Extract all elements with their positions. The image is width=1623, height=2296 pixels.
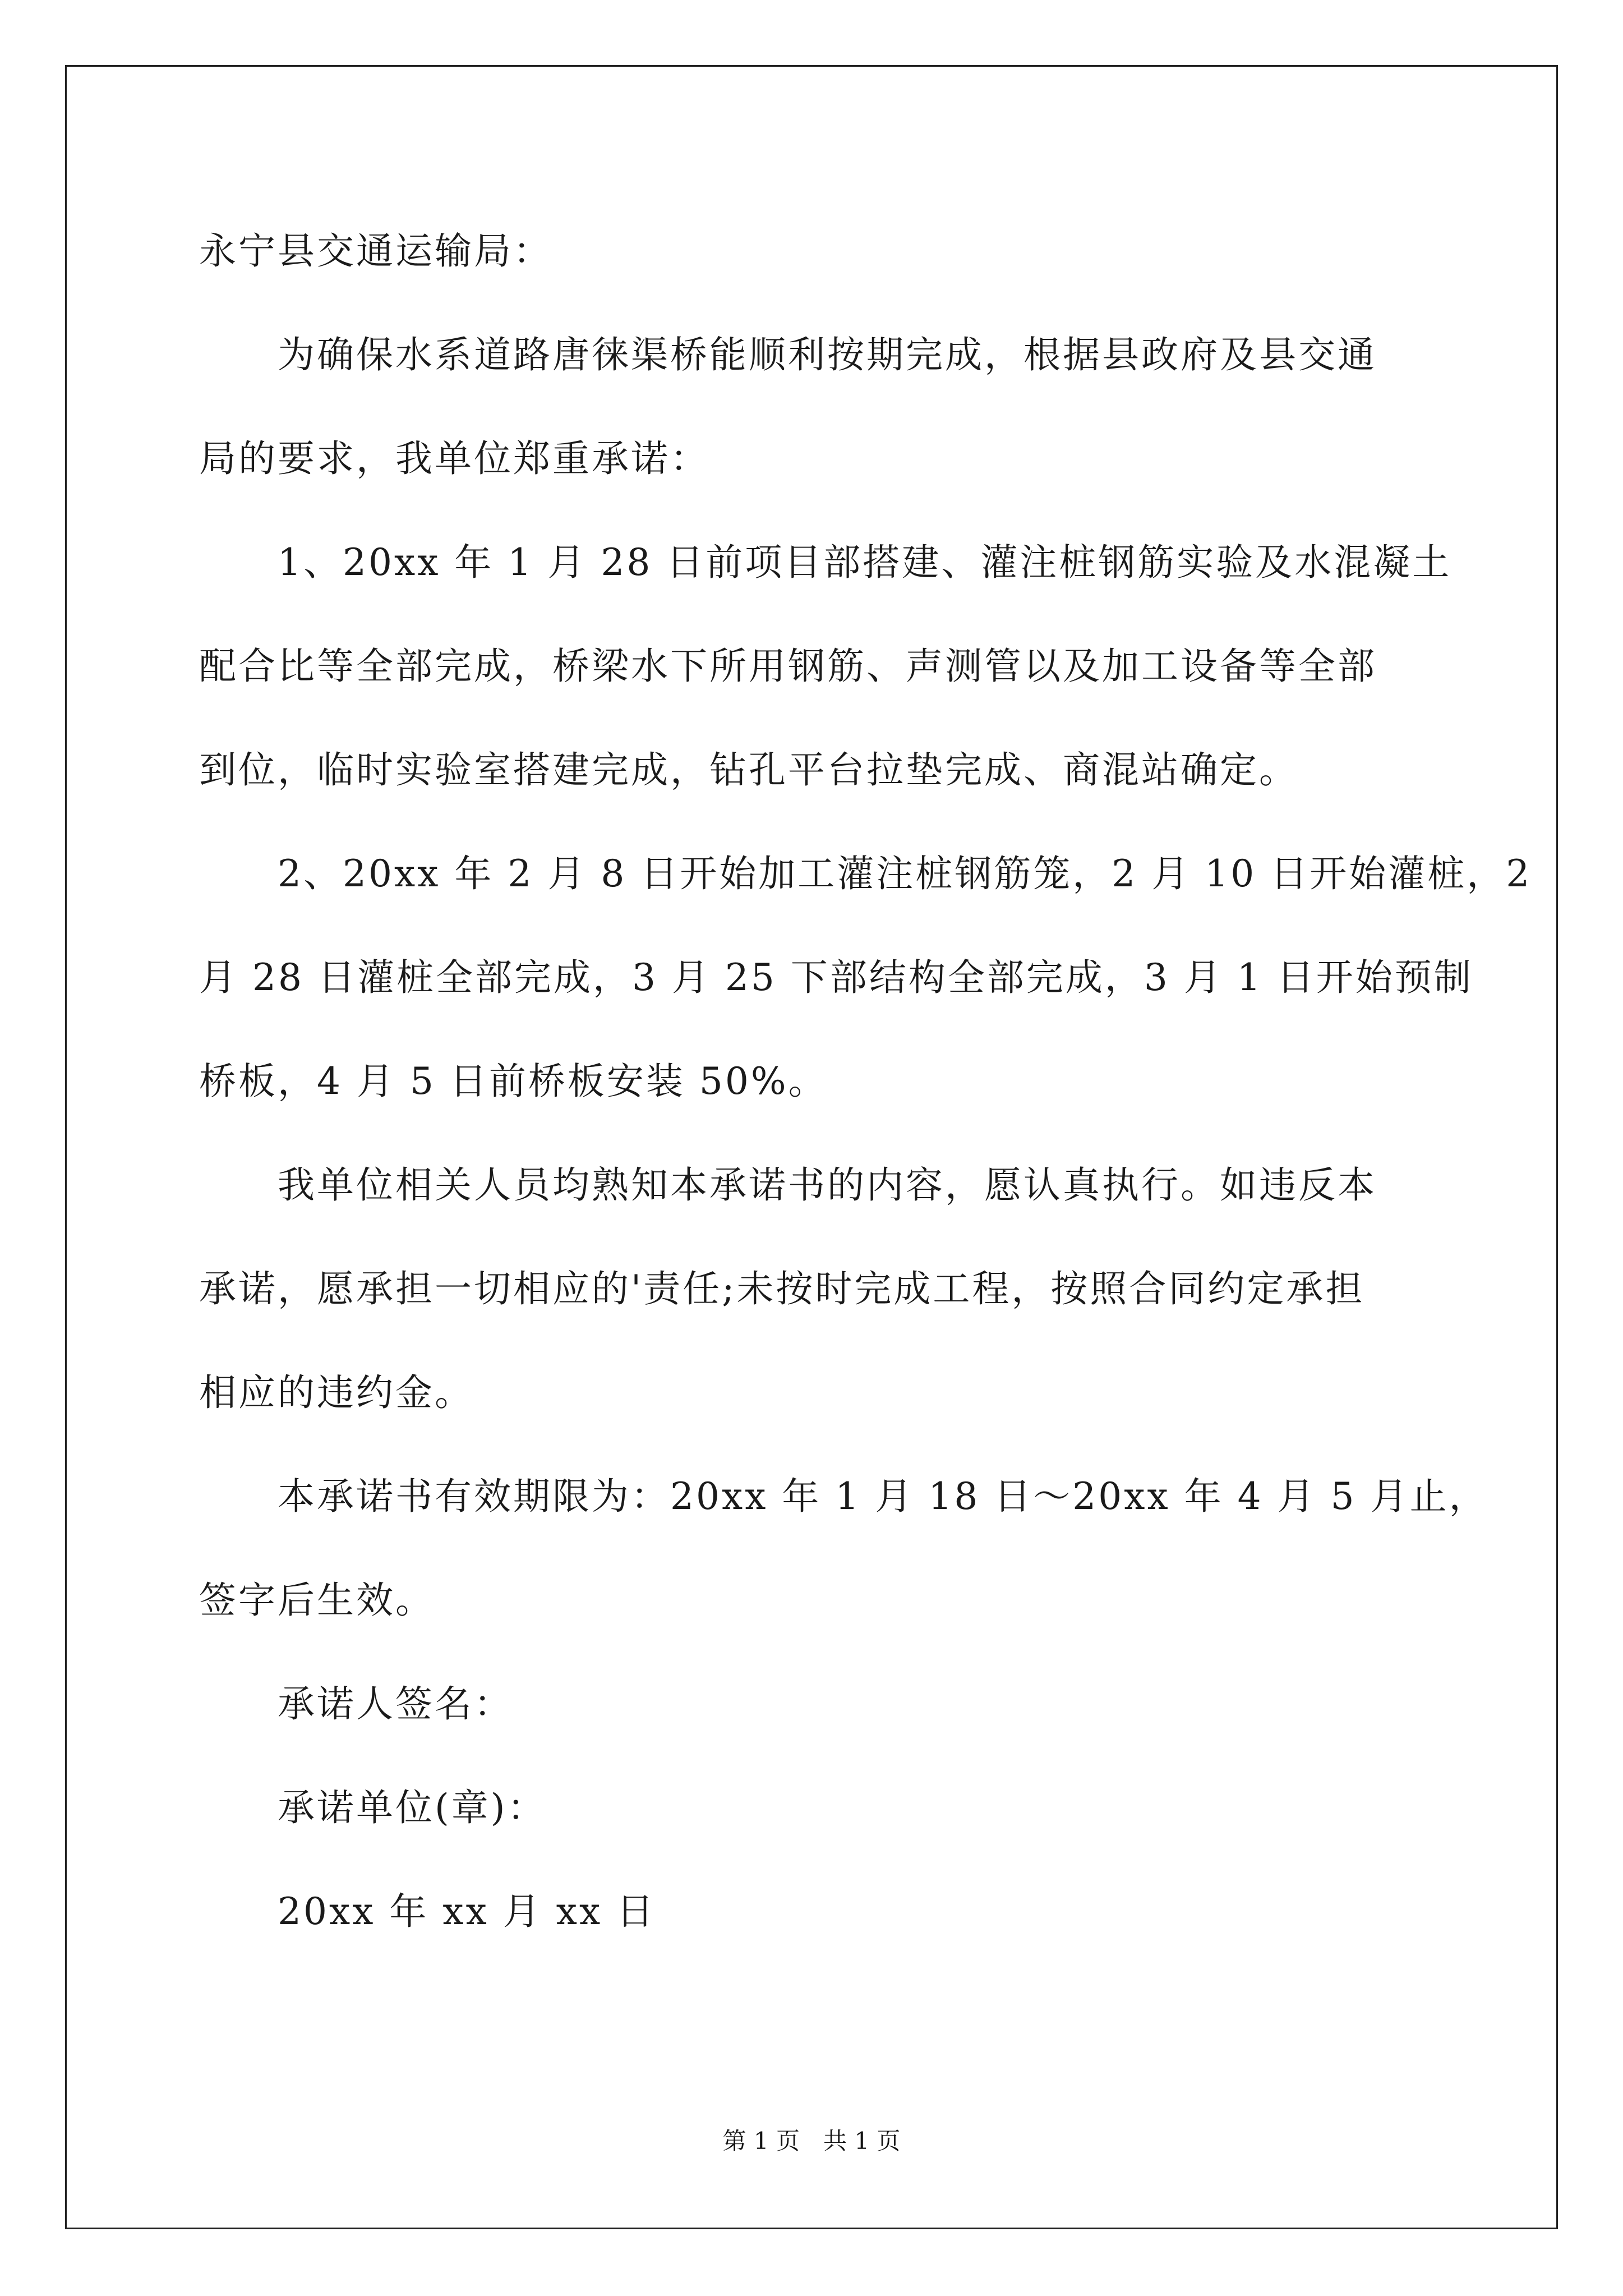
- paragraph-2-line-2: 配合比等全部完成，桥梁水下所用钢筋、声测管以及加工设备等全部: [199, 645, 1377, 688]
- paragraph-5-line-1: 本承诺书有效期限为：20xx 年 1 月 18 日～20xx 年 4 月 5 月止，: [278, 1475, 1488, 1518]
- page-footer: 第 1 页 共 1 页: [722, 2127, 901, 2155]
- paragraph-4-line-1: 我单位相关人员均熟知本承诺书的内容，愿认真执行。如违反本: [278, 1163, 1377, 1207]
- paragraph-3-line-1: 2、20xx 年 2 月 8 日开始加工灌注桩钢筋笼，2 月 10 日开始灌桩，2: [278, 852, 1532, 895]
- paragraph-3-line-3: 桥板，4 月 5 日前桥板安装 50%。: [199, 1060, 828, 1103]
- signer-label: 承诺人签名：: [278, 1682, 513, 1726]
- paragraph-3-line-2: 月 28 日灌桩全部完成，3 月 25 下部结构全部完成，3 月 1 日开始预制: [199, 956, 1473, 999]
- paragraph-1-line-1: 为确保水系道路唐徕渠桥能顺利按期完成，根据县政府及县交通: [278, 333, 1377, 376]
- paragraph-2-line-1: 1、20xx 年 1 月 28 日前项目部搭建、灌注桩钢筋实验及水混凝土: [278, 541, 1452, 584]
- paragraph-2-line-3: 到位，临时实验室搭建完成，钻孔平台拉垫完成、商混站确定。: [199, 748, 1298, 792]
- paragraph-1-line-2: 局的要求，我单位郑重承诺：: [199, 437, 709, 480]
- unit-seal-label: 承诺单位(章)：: [278, 1786, 547, 1829]
- salutation: 永宁县交通运输局：: [199, 229, 552, 273]
- paragraph-4-line-3: 相应的违约金。: [199, 1371, 474, 1414]
- signature-date: 20xx 年 xx 月 xx 日: [278, 1890, 656, 1933]
- paragraph-5-line-2: 签字后生效。: [199, 1579, 435, 1622]
- paragraph-4-line-2: 承诺，愿承担一切相应的'责任;未按时完成工程，按照合同约定承担: [199, 1267, 1365, 1310]
